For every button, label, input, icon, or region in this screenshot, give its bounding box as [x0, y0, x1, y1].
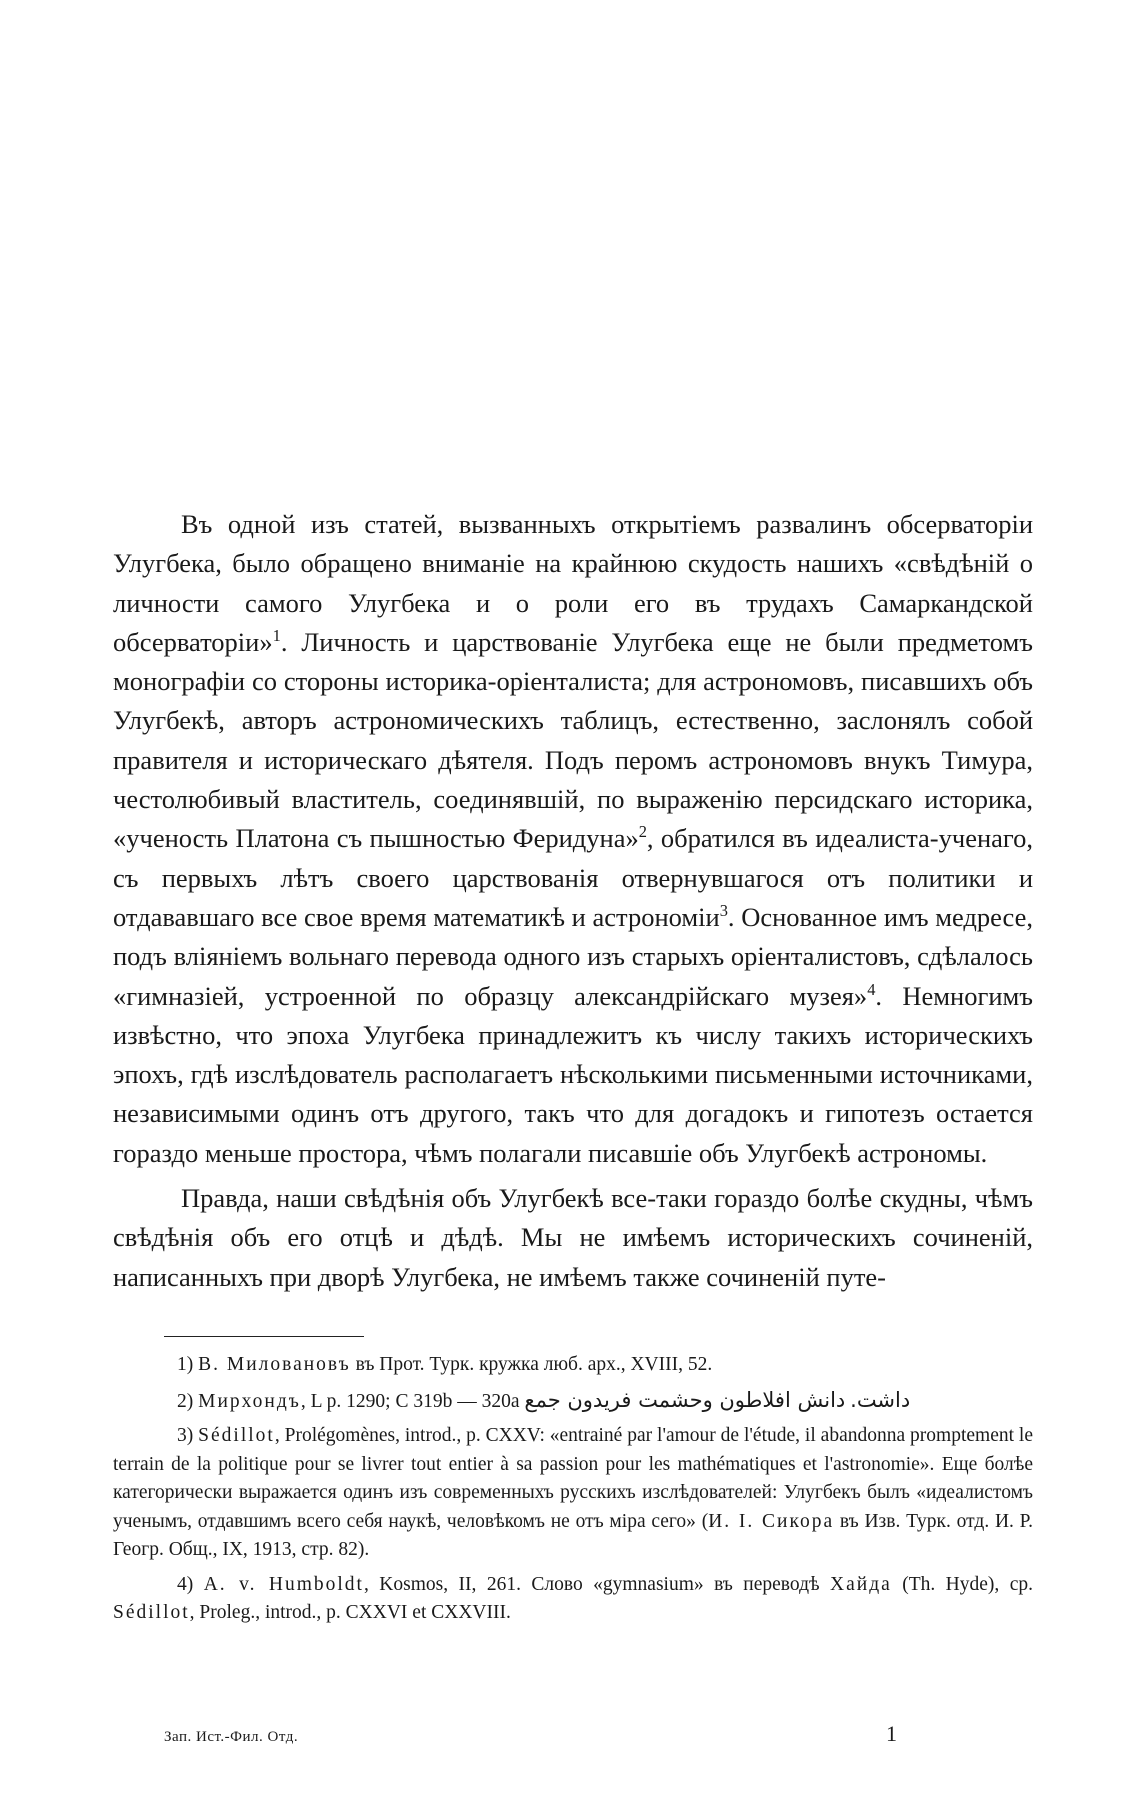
footnote-4-text-a: , Kosmos, II, 261. Слово «gymnasium» въ переводѣ — [363, 1573, 831, 1595]
footnote-4-text-c: , Proleg., introd., p. CXXVI et CXXVIII. — [189, 1602, 511, 1623]
footnote-3 — [113, 1422, 1033, 1565]
paragraph-1-part-a: Въ одной изъ статей, вызванныхъ открытіемъ развалинъ обсерваторіи Улугбека, было обращено вниманіе на крайнюю скудость нашихъ «свѣдѣній о личности самого Улугбека и о роли его въ трудахъ Самаркандской обсерваторіи» — [113, 509, 1033, 657]
paragraph-1 — [113, 505, 1033, 1173]
footnote-3-author-2: И. I. Сикора — [708, 1510, 835, 1532]
footnote-2-text: , L p. 1290; C 319b — 320a — [300, 1390, 525, 1412]
journal-label: Зап. Ист.-Фил. Отд. — [164, 1729, 299, 1745]
footnote-4-author-2: Хайда — [830, 1573, 892, 1595]
footnote-1-text: въ Прот. Турк. кружка люб. арх., XVIII, 52. — [350, 1354, 713, 1375]
footnote-4-text-b: (Th. Hyde), ср. — [891, 1573, 1033, 1595]
footnote-4-author: A. v. Humboldt — [203, 1573, 364, 1595]
footnotes — [113, 1351, 1033, 1634]
footnote-3-marker: 3) — [177, 1425, 194, 1446]
footnote-4-marker: 4) — [177, 1573, 194, 1595]
footnote-ref-3[interactable]: 3 — [719, 901, 728, 921]
footnote-2-arabic-quote: دانش افلاطون وحشمت فريدون جمع — [524, 1387, 846, 1412]
page-number: 1 — [886, 1721, 897, 1746]
footnote-2 — [113, 1386, 1033, 1417]
paragraph-1-part-b: . Личность и царствованіе Улугбека еще не были предметомъ монографіи со стороны историка-оріенталиста; для астрономовъ, писавшихъ объ Улугбекѣ, авторъ астрономическихъ таблицъ, естественно, заслонялъ собой правителя и историческаго дѣятеля. Подъ перомъ астрономовъ внукъ Тимура, честолюбивый властитель, соединявшій, по выраженію персидскаго историка, «ученость Платона съ пышностью Феридуна» — [113, 626, 1033, 854]
paragraph-1-part-c: , обратился въ идеалиста-ученаго, съ первыхъ лѣтъ своего царствованія отвернувшагося отъ политики и отдававшаго все свое время математикѣ и астрономіи — [113, 823, 1033, 932]
footnote-3-text-b: въ Изв. Турк. отд. И. Р. Геогр. Общ., IX, 1913, стр. 82). — [113, 1510, 1033, 1560]
footnote-4-author-3: Sédillot — [113, 1602, 190, 1623]
body-text — [113, 505, 1033, 1297]
footnote-ref-1[interactable]: 1 — [272, 626, 281, 646]
page-footer — [164, 1721, 924, 1751]
footnote-2-author: Мирхондъ — [198, 1390, 301, 1412]
footnote-divider — [164, 1336, 364, 1337]
footnote-ref-2[interactable]: 2 — [638, 822, 647, 842]
footnote-2-marker: 2) — [177, 1390, 194, 1412]
footnote-4 — [113, 1571, 1033, 1628]
paragraph-1-part-e: . Немногимъ извѣстно, что эпоха Улугбека принадлежитъ къ числу такихъ историческихъ эпохъ, гдѣ изслѣдователь располагаетъ нѣсколькими письменными источниками, независимыми одинъ отъ другого, такъ что для догадокъ и гипотезъ остается гораздо меньше простора, чѣмъ полагали писавшіе объ Улугбекѣ астрономы. — [113, 980, 1034, 1168]
paragraph-1-part-d: . Основанное имъ медресе, подъ вліяніемъ вольнаго перевода одного изъ старыхъ оріенталистовъ, сдѣлалось «гимназіей, устроенной по образцу александрійскаго музея» — [113, 901, 1034, 1011]
footnote-1-author: В. Миловановъ — [198, 1354, 351, 1375]
footnote-1 — [113, 1351, 1033, 1380]
footnote-3-author: Sédillot — [198, 1425, 275, 1446]
footnote-ref-4[interactable]: 4 — [867, 979, 876, 999]
footnote-1-marker: 1) — [177, 1354, 194, 1375]
footnote-3-text-a: , Prolégomènes, introd., p. CXXV: «entrainé par l'amour de l'étude, il abandonna promptement le terrain de la politique pour se livrer tout entier à sa passion pour les mathématiques et l'astronomie». Еще болѣе категорически выражается одинъ изъ современныхъ русскихъ изслѣдователей: Улугбекъ былъ «идеалистомъ ученымъ, отдавшимъ всего себя наукѣ, человѣкомъ не отъ міра сего» ( — [113, 1425, 1033, 1532]
footnote-2-arabic-tail: داشت. — [850, 1387, 911, 1412]
paragraph-2: Правда, наши свѣдѣнія объ Улугбекѣ все-таки гораздо болѣе скудны, чѣмъ свѣдѣнія объ его отцѣ и дѣдѣ. Мы не имѣемъ историческихъ сочиненій, написанныхъ при дворѣ Улугбека, не имѣемъ также сочиненій путе- — [113, 1183, 1033, 1292]
